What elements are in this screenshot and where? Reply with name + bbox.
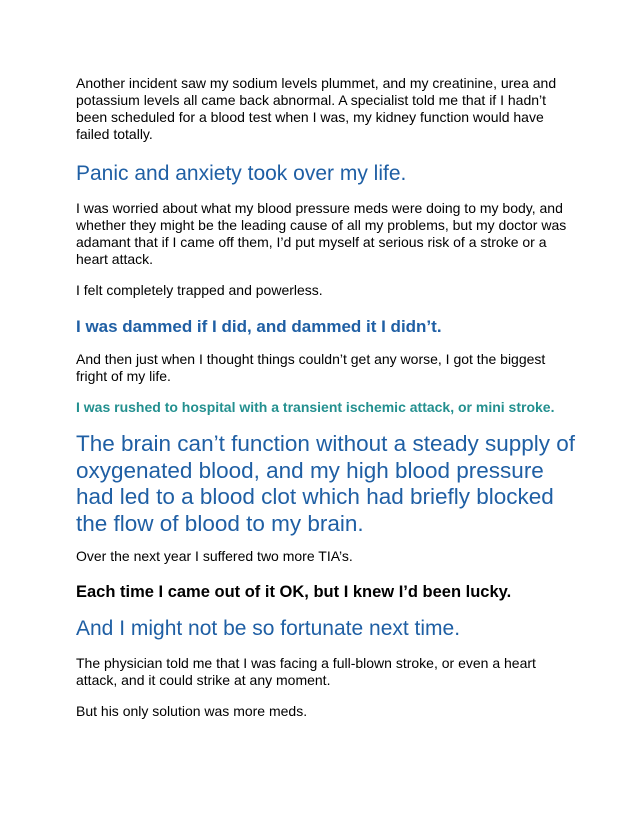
heading-dammed: I was dammed if I did, and dammed it I didn’t. bbox=[76, 317, 442, 336]
paragraph-more-meds: But his only solution was more meds. bbox=[76, 703, 308, 719]
heading-not-so-fortunate: And I might not be so fortunate next time. bbox=[76, 617, 461, 640]
paragraph-blood-pressure-meds: I was worried about what my blood pressure meds were doing to my body, and whether they might be the leading cause of all my problems, but my doctor was adamant that if I came off them, I’d put myself at serious risk of a stroke or a heart attack. bbox=[76, 200, 567, 267]
paragraph-kidney-incident: Another incident saw my sodium levels plummet, and my creatinine, urea and potassium levels all came back abnormal. A specialist told me that if I hadn’t been scheduled for a blood test when I was, my kidney function would have failed totally. bbox=[76, 75, 557, 142]
paragraph-physician-warning: The physician told me that I was facing a full-blown stroke, or even a heart attack, and it could strike at any moment. bbox=[76, 655, 536, 688]
paragraph-two-more-tias: Over the next year I suffered two more TIA’s. bbox=[76, 548, 353, 564]
heading-rushed-to-hospital: I was rushed to hospital with a transient ischemic attack, or mini stroke. bbox=[76, 399, 555, 415]
paragraph-trapped: I felt completely trapped and powerless. bbox=[76, 282, 323, 298]
paragraph-biggest-fright: And then just when I thought things couldn’t get any worse, I got the biggest fright of my life. bbox=[76, 351, 546, 384]
heading-lucky: Each time I came out of it OK, but I knew I’d been lucky. bbox=[76, 583, 512, 601]
document-page bbox=[76, 75, 576, 720]
heading-panic-anxiety: Panic and anxiety took over my life. bbox=[76, 162, 407, 185]
heading-brain-blood-supply: The brain can’t function without a steady supply of oxygenated blood, and my high blood pressure had led to a blood clot which had briefly blocked the flow of blood to my brain. bbox=[76, 431, 576, 536]
